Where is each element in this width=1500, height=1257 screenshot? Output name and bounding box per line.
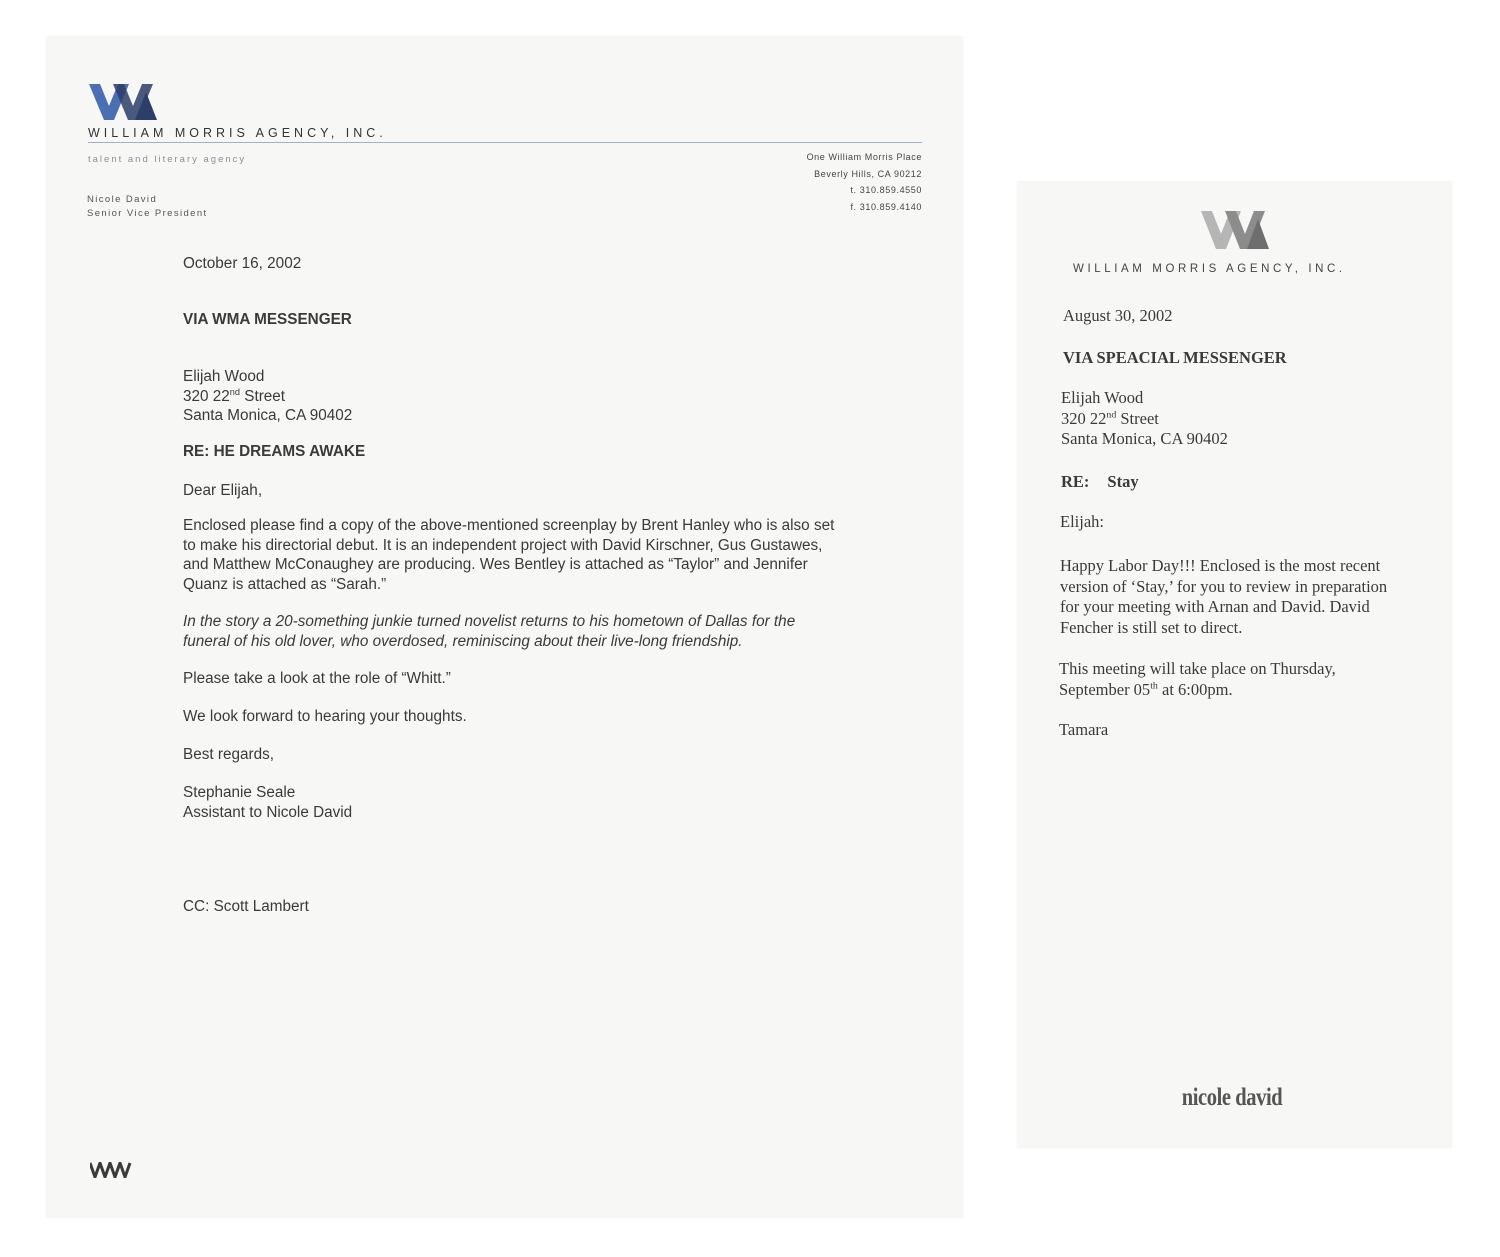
header-divider [88,142,922,143]
wma-logo-icon [1201,211,1273,249]
sender-title: Senior Vice President [87,208,208,219]
signer-name: Stephanie Seale [183,784,296,801]
sender-name: Nicole David [87,194,158,205]
sender-block [87,193,208,221]
recipient-street: 320 22nd Street [1061,408,1159,428]
recipient-city: Santa Monica, CA 90402 [183,407,353,424]
salutation: Dear Elijah, [183,482,263,499]
letter-august-30 [1017,181,1452,1148]
recipient-name: Elijah Wood [1061,388,1144,407]
delivery-method: VIA SPEACIAL MESSENGER [1063,348,1287,367]
recipient-address [1061,388,1228,450]
fax-line: f. 310.859.4140 [850,201,922,212]
recipient-street: 320 22nd Street [183,386,286,405]
body-paragraph-1: Happy Labor Day!!! Enclosed is the most recent version of ‘Stay,’ for you to review in preparation for your meeting with Arnan and David. David Fencher is still set to direct. [1060,556,1388,637]
recipient-name: Elijah Wood [183,368,265,385]
body-paragraph-4: We look forward to hearing your thoughts. [183,708,467,725]
letter-date: October 16, 2002 [183,255,302,272]
body-paragraph-1: Enclosed please find a copy of the above-mentioned screenplay by Brent Hanley who is also set to make his directorial debut. It is an independent project with David Kirschner, Gus Gustawes, and Matthew McConaughey are producing. Wes Bentley is attached as “Taylor” and Jennifer Quanz is attached as “Sarah.” [183,517,835,593]
signer-title: Assistant to Nicole David [183,803,353,821]
agency-name: WILLIAM MORRIS AGENCY, INC. [88,126,387,140]
signature-block [183,783,352,822]
cc-line: CC: Scott Lambert [183,898,309,915]
recipient-city: Santa Monica, CA 90402 [1061,429,1228,448]
re-value: Stay [1107,472,1139,491]
delivery-method: VIA WMA MESSENGER [183,311,352,328]
subject-line: RE: HE DREAMS AWAKE [183,443,366,460]
signer-name: Tamara [1059,720,1109,739]
agency-name: WILLIAM MORRIS AGENCY, INC. [1073,263,1346,275]
footer-logo-icon [90,1162,132,1178]
letter-october-16 [46,36,963,1218]
recipient-address [183,367,352,426]
address-line: One William Morris Place [806,152,922,162]
wma-logo-icon [89,84,161,120]
body-paragraph-synopsis: In the story a 20-something junkie turned novelist returns to his hometown of Dallas for the funeral of his old lover, who overdosed, reminiscing about their live-long friendship. [183,613,796,650]
phone-line: t. 310.859.4550 [850,185,922,195]
letter-date: August 30, 2002 [1063,306,1173,325]
salutation: Elijah: [1060,512,1104,531]
subject-line [1061,472,1139,493]
agency-address [807,149,922,215]
agency-tagline: talent and literary agency [88,154,247,165]
body-paragraph-2: This meeting will take place on Thursday, September 05th at 6:00pm. [1059,659,1336,699]
body-paragraph-3: Please take a look at the role of “Whitt.” [183,670,451,687]
re-label: RE: [1061,472,1090,491]
footer-name: nicole david [1181,1084,1283,1111]
address-line: Beverly Hills, CA 90212 [814,168,922,179]
closing: Best regards, [183,746,274,763]
